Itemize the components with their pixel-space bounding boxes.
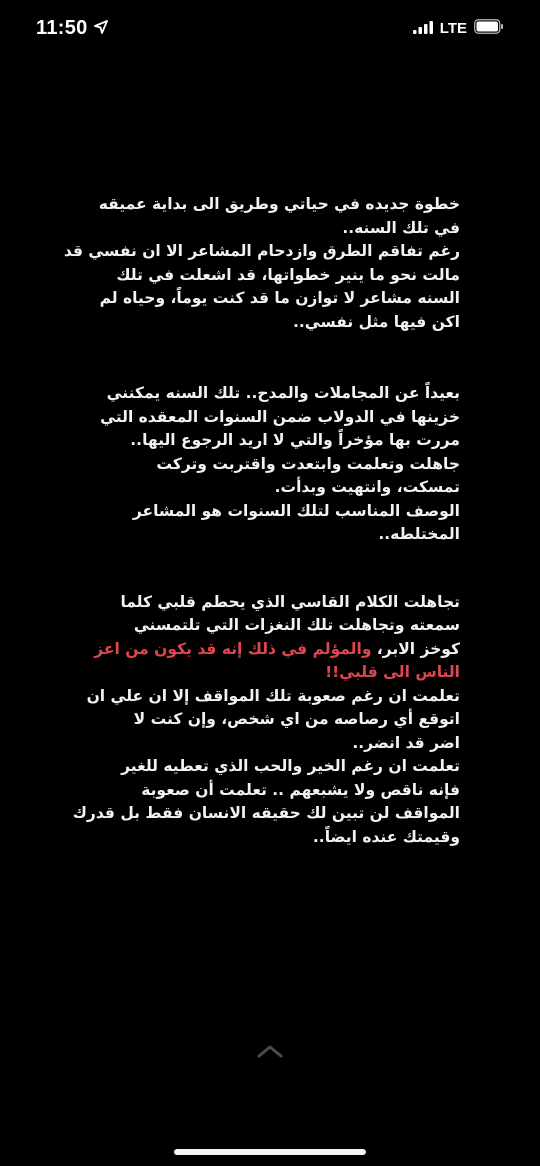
home-indicator[interactable] bbox=[174, 1149, 366, 1155]
text-line: المواقف لن تبين لك حقيقه الانسان فقط بل قدرك bbox=[72, 804, 460, 822]
highlighted-line: الناس الى قلبي!! bbox=[325, 663, 460, 681]
highlighted-text: والمؤلم في ذلك إنه قد يكون من اعز bbox=[94, 639, 372, 658]
text-line: في تلك السنه.. bbox=[342, 218, 460, 237]
paragraph-1 bbox=[50, 193, 460, 334]
text-line: اتوقع أي رصاصه من اي شخص، وإن كنت لا bbox=[133, 710, 460, 728]
text-line: اضر قد انضر.. bbox=[352, 733, 460, 752]
text-line: جاهلت وتعلمت وابتعدت واقتربت وتركت bbox=[156, 454, 460, 473]
text-line: خزينها في الدولاب ضمن السنوات المعقده التي bbox=[100, 407, 460, 426]
text-line: مررت بها مؤخراً والتي لا اريد الرجوع اليها.. bbox=[130, 431, 460, 449]
status-time: 11:50 bbox=[36, 17, 88, 39]
text-line: تجاهلت الكلام القاسي الذي يحطم قلبي كلما bbox=[120, 592, 460, 611]
location-arrow-icon bbox=[94, 19, 108, 38]
text-line: مالت نحو ما ينير خطواتها، قد اشعلت في تلك bbox=[116, 265, 460, 284]
text-line bbox=[50, 638, 460, 662]
signal-bars-icon bbox=[413, 19, 433, 38]
text-line: بعيداً عن المجاملات والمدح.. تلك السنه يمكنني bbox=[106, 384, 460, 402]
text-line: تعلمت ان رغم صعوبة تلك المواقف إلا ان علي ان bbox=[86, 686, 460, 705]
right-status-group bbox=[413, 19, 504, 38]
status-bar bbox=[0, 0, 540, 60]
text-segment: كوخز الابر، bbox=[371, 639, 460, 658]
text-line: وقيمتك عنده ايضاً.. bbox=[312, 827, 460, 846]
text-line: رغم تفاقم الطرق وازدحام المشاعر الا ان نفسي قد bbox=[63, 242, 460, 260]
battery-icon bbox=[474, 19, 504, 38]
text-line: سمعته وتجاهلت تلك النغزات التي تلتمسني bbox=[133, 616, 460, 634]
paragraph-3 bbox=[50, 591, 460, 850]
text-line: الوصف المناسب لتلك السنوات هو المشاعر bbox=[132, 501, 460, 520]
text-line: خطوة جديده في حياتي وطريق الى بداية عميقه bbox=[98, 195, 460, 213]
text-line: السنه مشاعر لا توازن ما قد كنت يوماً، وحياه لم bbox=[99, 289, 460, 307]
text-line: تمسكت، وانتهيت وبدأت. bbox=[274, 478, 460, 496]
network-type: LTE bbox=[439, 20, 467, 37]
paragraph-2 bbox=[50, 382, 460, 547]
time-group bbox=[36, 17, 108, 40]
text-line: اكن فيها مثل نفسي.. bbox=[293, 312, 460, 331]
text-line: فإنه ناقص ولا يشبعهم .. تعلمت أن صعوبة bbox=[141, 780, 460, 799]
text-line: تعلمت ان رغم الخير والحب الذي تعطيه للغير bbox=[121, 757, 460, 775]
text-line: المختلطه.. bbox=[378, 525, 460, 543]
chevron-up-icon[interactable] bbox=[257, 1043, 283, 1062]
story-text bbox=[50, 193, 460, 849]
